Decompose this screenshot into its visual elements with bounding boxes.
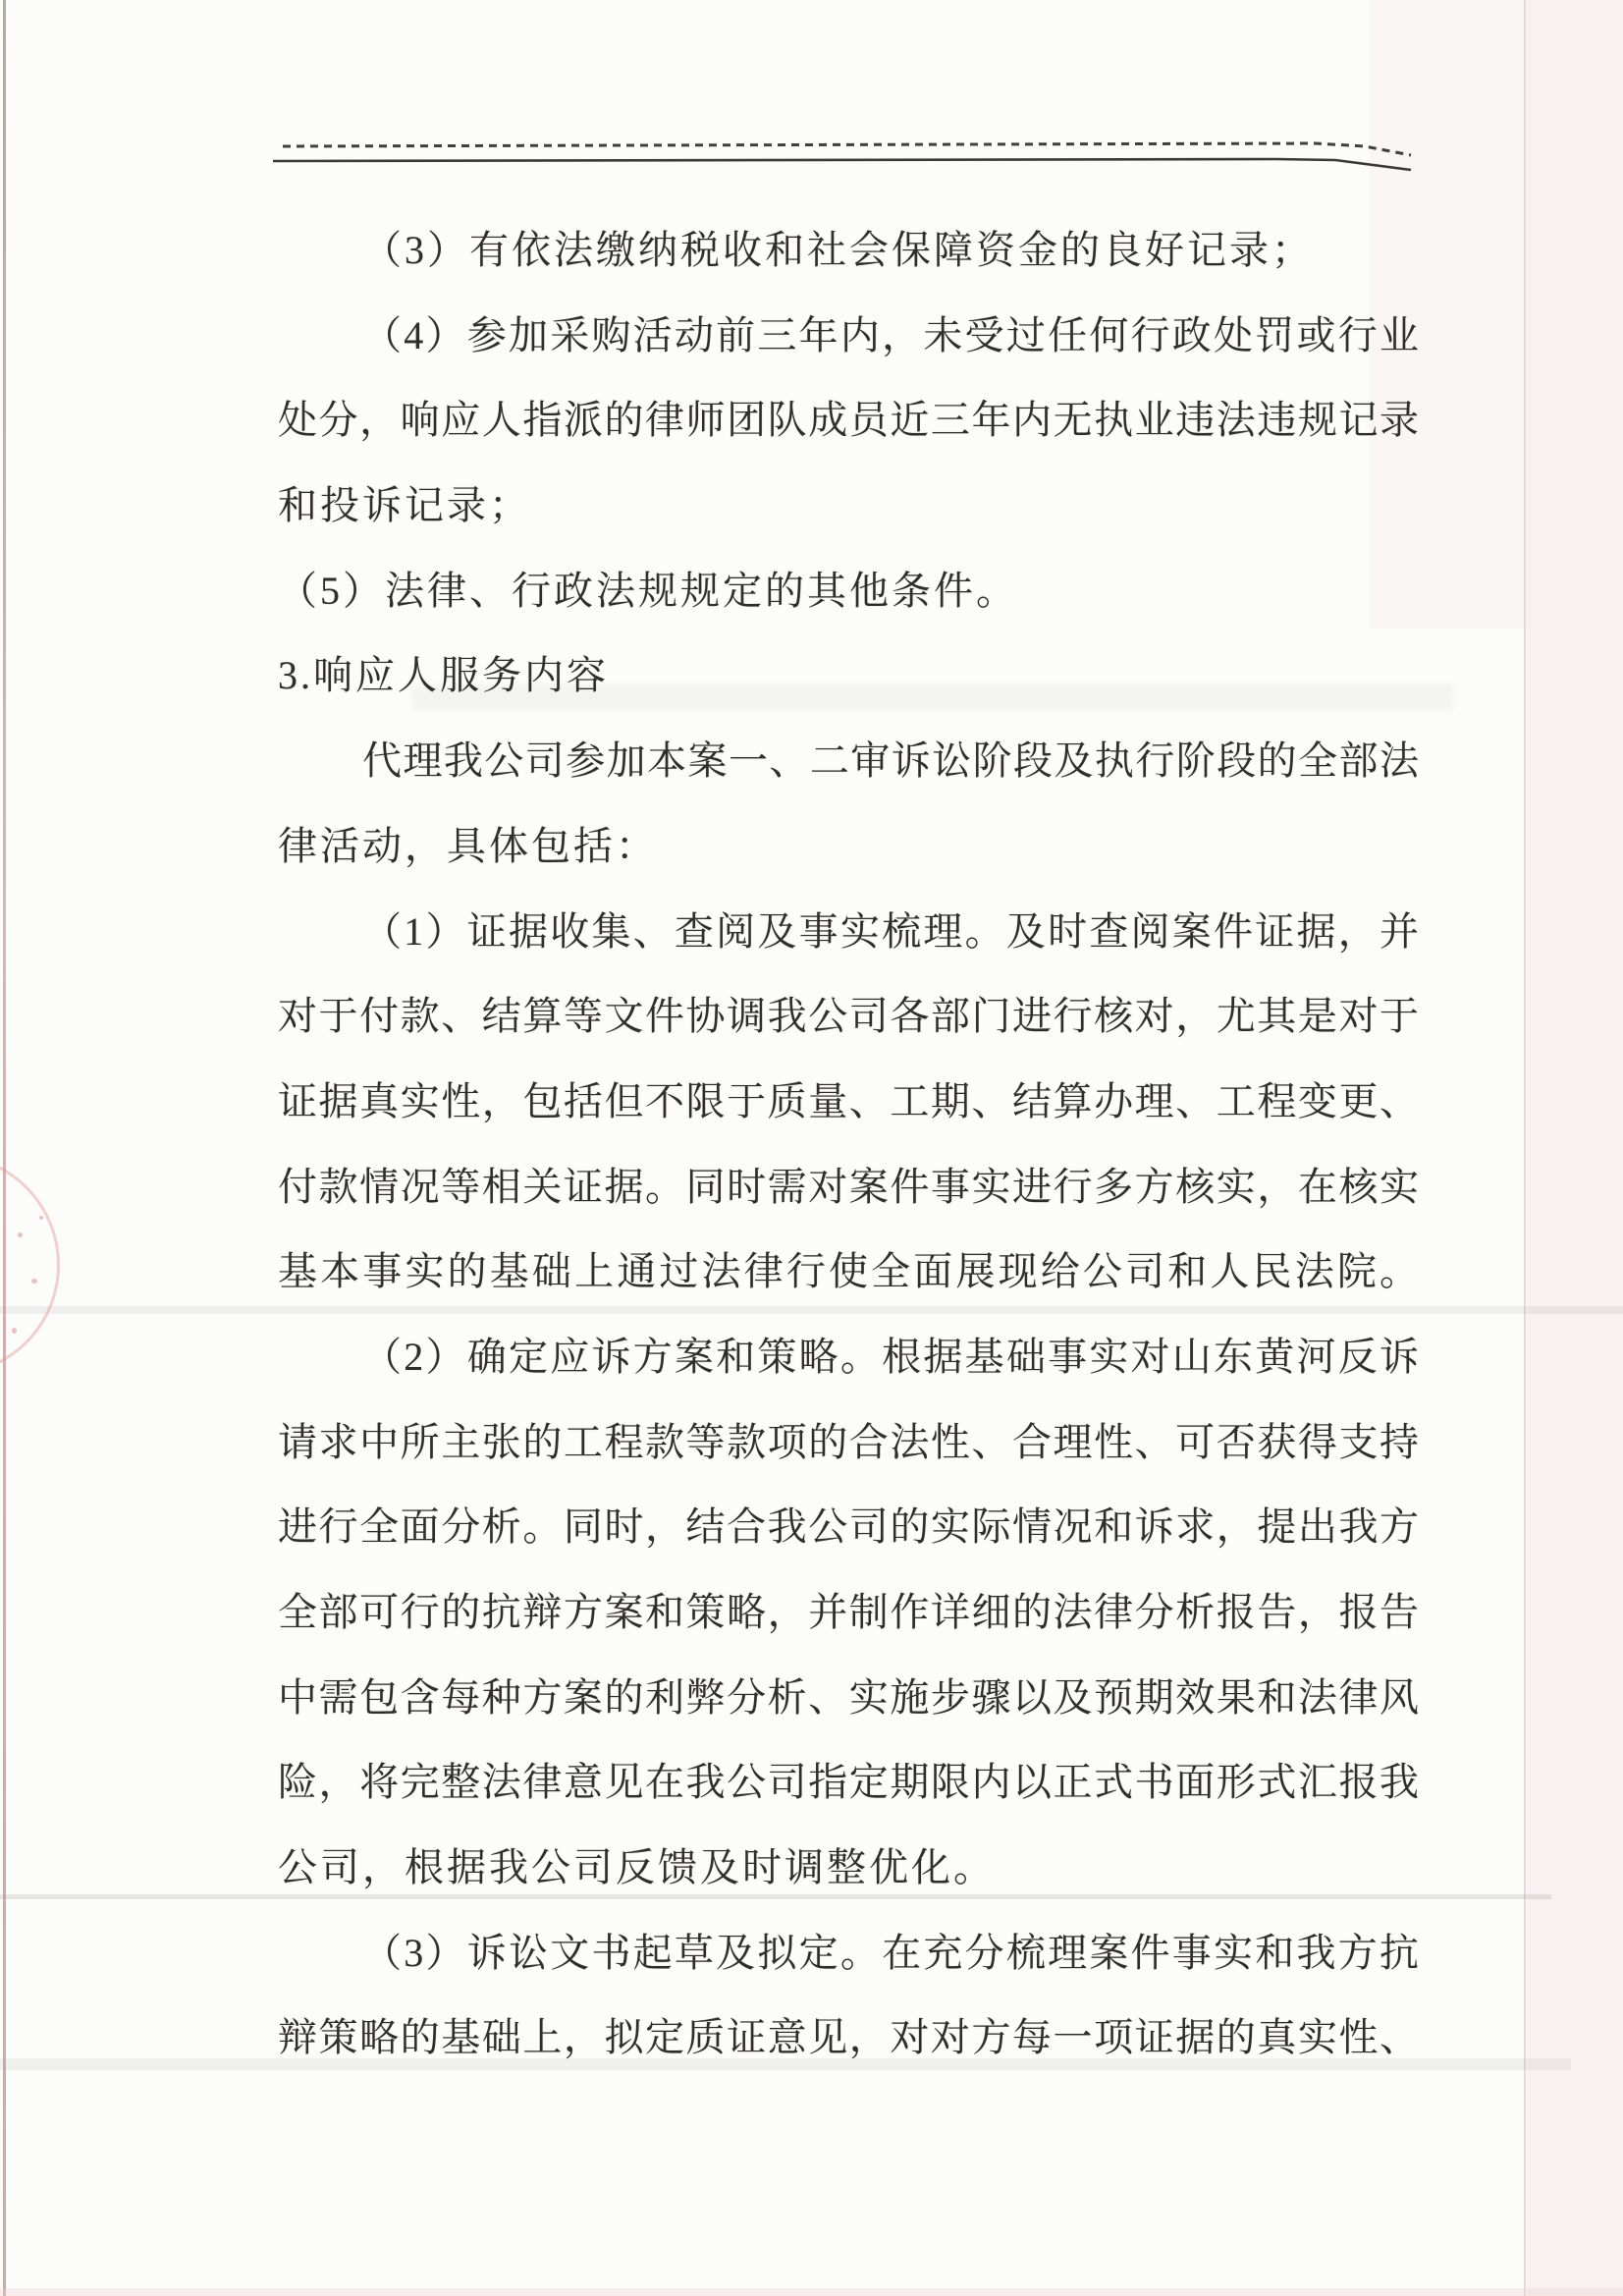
header-dashed-rule xyxy=(283,143,1411,155)
text-line: 付款情况等相关证据。同时需对案件事实进行多方核实，在核实 xyxy=(278,1164,1419,1209)
text-line: 全部可行的抗辩方案和策略，并制作详细的法律分析报告，报告 xyxy=(278,1590,1419,1634)
scan-artifact-band xyxy=(0,2288,1623,2296)
text-line: 中需包含每种方案的利弊分析、实施步骤以及预期效果和法律风 xyxy=(278,1674,1419,1720)
text-line: 险，将完整法律意见在我公司指定期限内以正式书面形式汇报我 xyxy=(278,1760,1419,1805)
text-line: 对于付款、结算等文件协调我公司各部门进行核对，尤其是对于 xyxy=(278,994,1419,1039)
red-seal-speck xyxy=(12,1328,17,1334)
text-line: 和投诉记录； xyxy=(278,483,531,528)
text-line: （3）诉讼文书起草及拟定。在充分梳理案件事实和我方抗 xyxy=(362,1930,1419,1975)
text-line: 代理我公司参加本案一、二审诉讼阶段及执行阶段的全部法 xyxy=(362,738,1419,784)
scan-edge-line-left xyxy=(3,0,6,2296)
text-line: 请求中所主张的工程款等款项的合法性、合理性、可否获得支持 xyxy=(278,1419,1419,1464)
red-seal-speck xyxy=(31,1279,37,1284)
text-line: 律活动，具体包括： xyxy=(278,823,658,868)
text-line: （5）法律、行政法规规定的其他条件。 xyxy=(278,568,1018,613)
red-seal-speck xyxy=(18,1232,23,1237)
text-line: 辩策略的基础上，拟定质证意见，对对方每一项证据的真实性、 xyxy=(278,2015,1419,2060)
document-body xyxy=(278,208,1419,2081)
text-line: （4）参加采购活动前三年内，未受过任何行政处罚或行业 xyxy=(362,312,1419,357)
text-line: （3）有依法缴纳税收和社会保障资金的良好记录； xyxy=(362,228,1314,272)
text-line: 处分，响应人指派的律师团队成员近三年内无执业违法违规记录 xyxy=(278,398,1419,443)
header-rules xyxy=(0,0,1623,216)
text-line: （1）证据收集、查阅及事实梳理。及时查阅案件证据，并 xyxy=(362,908,1419,954)
text-line: 证据真实性，包括但不限于质量、工期、结算办理、工程变更、 xyxy=(278,1078,1419,1123)
text-line: 进行全面分析。同时，结合我公司的实际情况和诉求，提出我方 xyxy=(278,1504,1419,1550)
scan-tint-right xyxy=(1527,0,1623,2296)
text-line: 公司，根据我公司反馈及时调整优化。 xyxy=(278,1845,996,1890)
text-line: 3.响应人服务内容 xyxy=(278,653,609,698)
red-seal-fragment xyxy=(0,1154,60,1376)
red-seal-speck xyxy=(39,1216,43,1220)
text-line: （2）确定应诉方案和策略。根据基础事实对山东黄河反诉 xyxy=(362,1334,1419,1379)
scan-edge-line-right xyxy=(1524,0,1526,2296)
text-line: 基本事实的基础上通过法律行使全面展现给公司和人民法院。 xyxy=(278,1249,1419,1294)
header-solid-rule xyxy=(273,159,1411,170)
